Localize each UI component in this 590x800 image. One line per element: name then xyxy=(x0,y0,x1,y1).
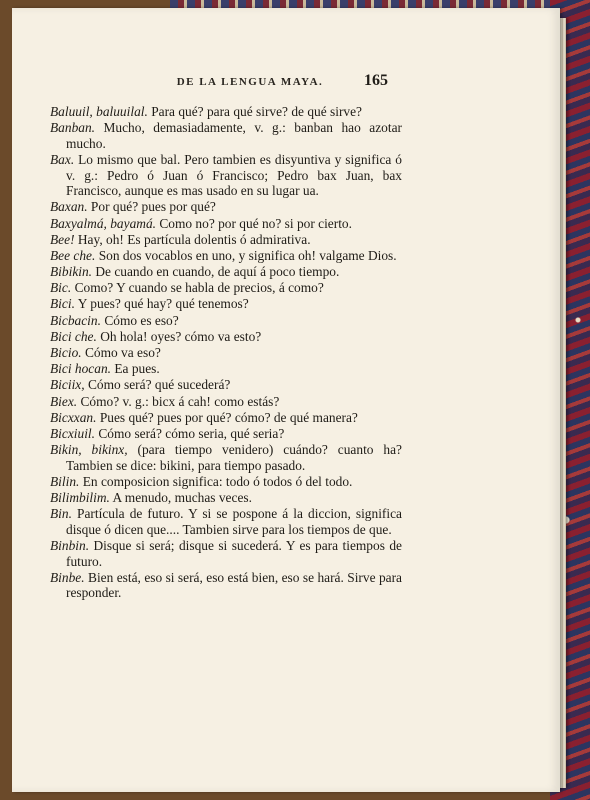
dictionary-entry xyxy=(50,410,402,426)
entry-headword: Bic. xyxy=(50,280,72,296)
dictionary-entry xyxy=(50,394,402,410)
entry-headword: Banban. xyxy=(50,120,96,136)
dictionary-entry xyxy=(50,120,402,151)
entry-headword: Baxan. xyxy=(50,199,88,215)
entry-headword: Bee! xyxy=(50,231,75,247)
entry-headword: Bici hocan. xyxy=(50,361,111,377)
entry-definition: Partícula de futuro. Y si se pospone á la diccion, significa disque ó dicen que.... Tambien sirve para los tiempos de que. xyxy=(66,506,402,537)
entry-headword: Baxyalmá, bayamá. xyxy=(50,215,156,231)
entry-headword: Bicxxan. xyxy=(50,409,97,425)
dictionary-entry xyxy=(50,152,402,199)
dictionary-entry xyxy=(50,506,402,537)
dictionary-entry xyxy=(50,264,402,280)
dictionary-entry xyxy=(50,296,402,312)
dictionary-entries xyxy=(50,104,402,602)
dictionary-entry xyxy=(50,426,402,442)
dictionary-entry xyxy=(50,570,402,601)
dictionary-entry xyxy=(50,104,402,120)
dictionary-entry xyxy=(50,345,402,361)
entry-definition: Disque si será; disque si sucederá. Y es para tiempos de futuro. xyxy=(66,538,402,569)
dictionary-entry xyxy=(50,216,402,232)
entry-definition: Oh hola! oyes? cómo va esto? xyxy=(100,328,262,344)
page-number: 165 xyxy=(364,72,388,89)
entry-definition: Pues qué? pues por qué? cómo? de qué manera? xyxy=(99,409,358,425)
entry-definition: Mucho, demasiadamente, v. g.: banban hao azotar mucho. xyxy=(66,120,402,151)
entry-headword: Bee che. xyxy=(50,247,96,263)
entry-definition: Lo mismo que bal. Pero tambien es disyuntiva y significa ó v. g.: Pedro ó Juan ó Francisco; Pedro bax Juan, bax Francisco, aunque es mas usado en su lugar ua. xyxy=(66,151,402,199)
entry-headword: Bilimbilim. xyxy=(50,490,110,506)
entry-definition: A menudo, muchas veces. xyxy=(112,490,252,506)
entry-headword: Binbin. xyxy=(50,538,90,554)
entry-definition: Cómo será? qué sucederá? xyxy=(87,377,231,393)
entry-definition: Hay, oh! Es partícula dolentis ó admirativa. xyxy=(77,231,311,247)
entry-headword: Bicxiuil. xyxy=(50,425,95,441)
entry-definition: Bien está, eso si será, eso está bien, eso se hará. Sirve para responder. xyxy=(66,569,402,601)
entry-definition: De cuando en cuando, de aquí á poco tiempo. xyxy=(95,264,340,280)
entry-definition: Cómo va eso? xyxy=(84,345,161,361)
dictionary-entry xyxy=(50,232,402,248)
entry-headword: Bici. xyxy=(50,296,75,312)
entry-headword: Binbe. xyxy=(50,569,85,585)
entry-definition: Cómo será? cómo seria, qué seria? xyxy=(98,425,285,441)
entry-definition: Como? Y cuando se habla de precios, á como? xyxy=(74,280,324,296)
dictionary-entry xyxy=(50,313,402,329)
entry-headword: Bilin. xyxy=(50,473,80,489)
dictionary-entry xyxy=(50,538,402,569)
entry-definition: Cómo? v. g.: bicx á cah! como estás? xyxy=(80,393,280,409)
dictionary-entry xyxy=(50,490,402,506)
entry-headword: Biex. xyxy=(50,393,78,409)
entry-headword: Bicbacin. xyxy=(50,312,101,328)
entry-definition: Son dos vocablos en uno, y significa oh! valgame Dios. xyxy=(98,247,397,263)
entry-headword: Biciix, xyxy=(50,377,85,393)
entry-headword: Bicio. xyxy=(50,345,82,361)
entry-definition: Por qué? pues por qué? xyxy=(90,199,216,215)
dictionary-entry xyxy=(50,248,402,264)
entry-definition: (para tiempo venidero) cuándo? cuanto ha? Tambien se dice: bikini, para tiempo pasado. xyxy=(66,442,402,473)
entry-headword: Bin. xyxy=(50,506,72,522)
entry-definition: En composicion significa: todo ó todos ó del todo. xyxy=(82,473,353,489)
dictionary-entry xyxy=(50,329,402,345)
entry-definition: Y pues? qué hay? qué tenemos? xyxy=(77,296,249,312)
dictionary-entry xyxy=(50,361,402,377)
entry-definition: Ea pues. xyxy=(114,361,160,377)
running-header: DE LA LENGUA MAYA. xyxy=(176,76,324,88)
dictionary-entry xyxy=(50,199,402,215)
entry-definition: Como no? por qué no? si por cierto. xyxy=(159,215,352,231)
dictionary-entry xyxy=(50,474,402,490)
entry-headword: Bibikin. xyxy=(50,264,93,280)
entry-headword: Bikin, bikinx, xyxy=(50,442,128,458)
entry-headword: Bax. xyxy=(50,151,75,167)
entry-headword: Baluuil, baluuilal. xyxy=(50,104,148,119)
dictionary-entry xyxy=(50,280,402,296)
entry-definition: Para qué? para qué sirve? de qué sirve? xyxy=(151,104,362,119)
dictionary-entry xyxy=(50,442,402,473)
entry-headword: Bici che. xyxy=(50,328,97,344)
dictionary-entry xyxy=(50,377,402,393)
entry-definition: Cómo es eso? xyxy=(104,312,179,328)
